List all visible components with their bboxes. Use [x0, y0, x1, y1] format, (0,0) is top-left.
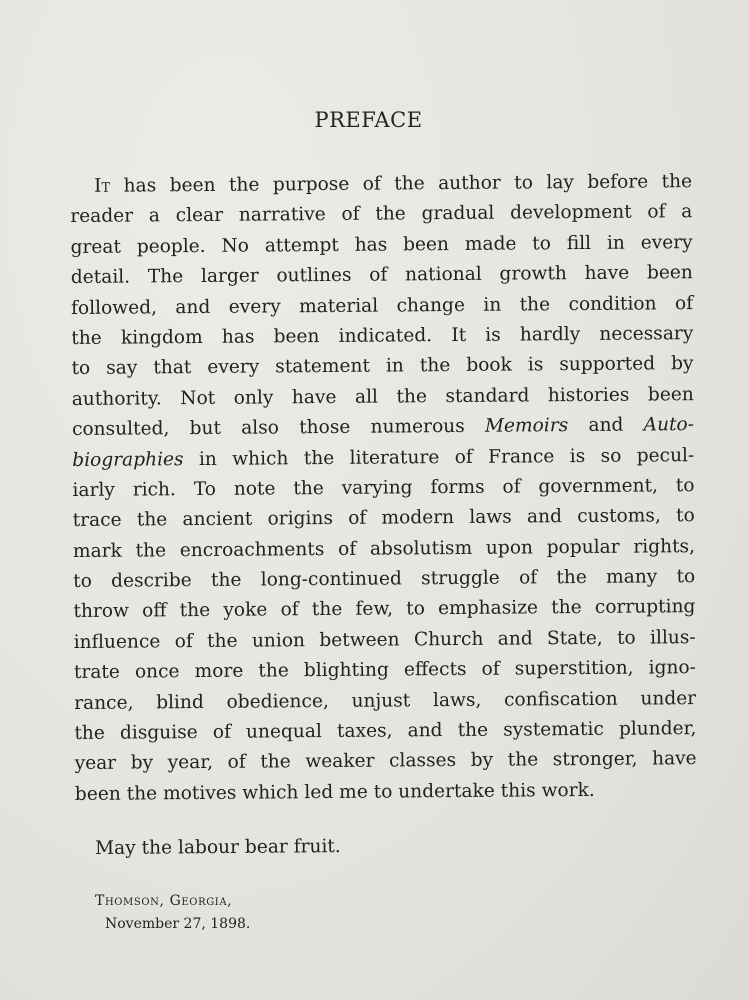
text-line: to describe the long-continued struggle of the many to [73, 566, 696, 593]
text-line: throw off the yoke of the few, to emphasize the corrupting [73, 596, 696, 623]
preface-paragraph [70, 167, 697, 810]
text-line: trace the ancient origins of modern laws and customs, to [72, 505, 695, 532]
text-fragment: in which the literature of France is so pecul- [183, 444, 695, 470]
text-line: detail. The larger outlines of national growth have been [70, 262, 693, 289]
italic-title-memoirs: Memoirs [484, 415, 569, 437]
text-line: been the motives which led me to undertake this work. [74, 779, 595, 805]
text-line: influence of the union between Church and State, to illus- [73, 626, 696, 653]
text-line [72, 441, 694, 476]
signature-date: November 27, 1898. [105, 916, 251, 932]
text-line: mark the encroachments of absolutism upon popular rights, [72, 535, 696, 562]
text-line: trate once more the blighting effects of superstition, igno- [73, 657, 696, 684]
text-line: followed, and every material change in the condition of [70, 292, 694, 319]
text-line: to say that every statement in the book is supported by [71, 353, 694, 380]
text-line: great people. No attempt has been made to fill in every [70, 231, 693, 258]
text-fragment: has been the purpose of the author to lay before the [110, 171, 693, 197]
italic-title-autobiographies: Auto- [643, 414, 695, 436]
italic-title-autobiographies-cont: biographies [72, 448, 184, 471]
text-line: the kingdom has been indicated. It is hardly necessary [71, 323, 694, 349]
page-title: PREFACE [314, 108, 423, 132]
lead-in-word: It [94, 175, 111, 197]
text-fragment: consulted, but also those numerous [71, 415, 486, 441]
text-line: authority. Not only have all the standard histories been [71, 383, 694, 410]
text-line: the disguise of unequal taxes, and the systematic plunder, [74, 718, 697, 745]
closing-paragraph: May the labour bear fruit. [95, 836, 341, 859]
text-line: iarly rich. To note the varying forms of government, to [72, 475, 695, 501]
signature-block [95, 890, 250, 936]
text-line: rance, blind obedience, unjust laws, confiscation under [74, 687, 697, 714]
signature-place: Thomson, Georgia, [95, 893, 233, 909]
text-line: reader a clear narrative of the gradual development of a [70, 201, 693, 228]
text-line [72, 410, 694, 445]
text-line: year by year, of the weaker classes by the stronger, have [74, 748, 697, 775]
text-fragment: and [568, 414, 644, 437]
text-line [70, 167, 692, 202]
